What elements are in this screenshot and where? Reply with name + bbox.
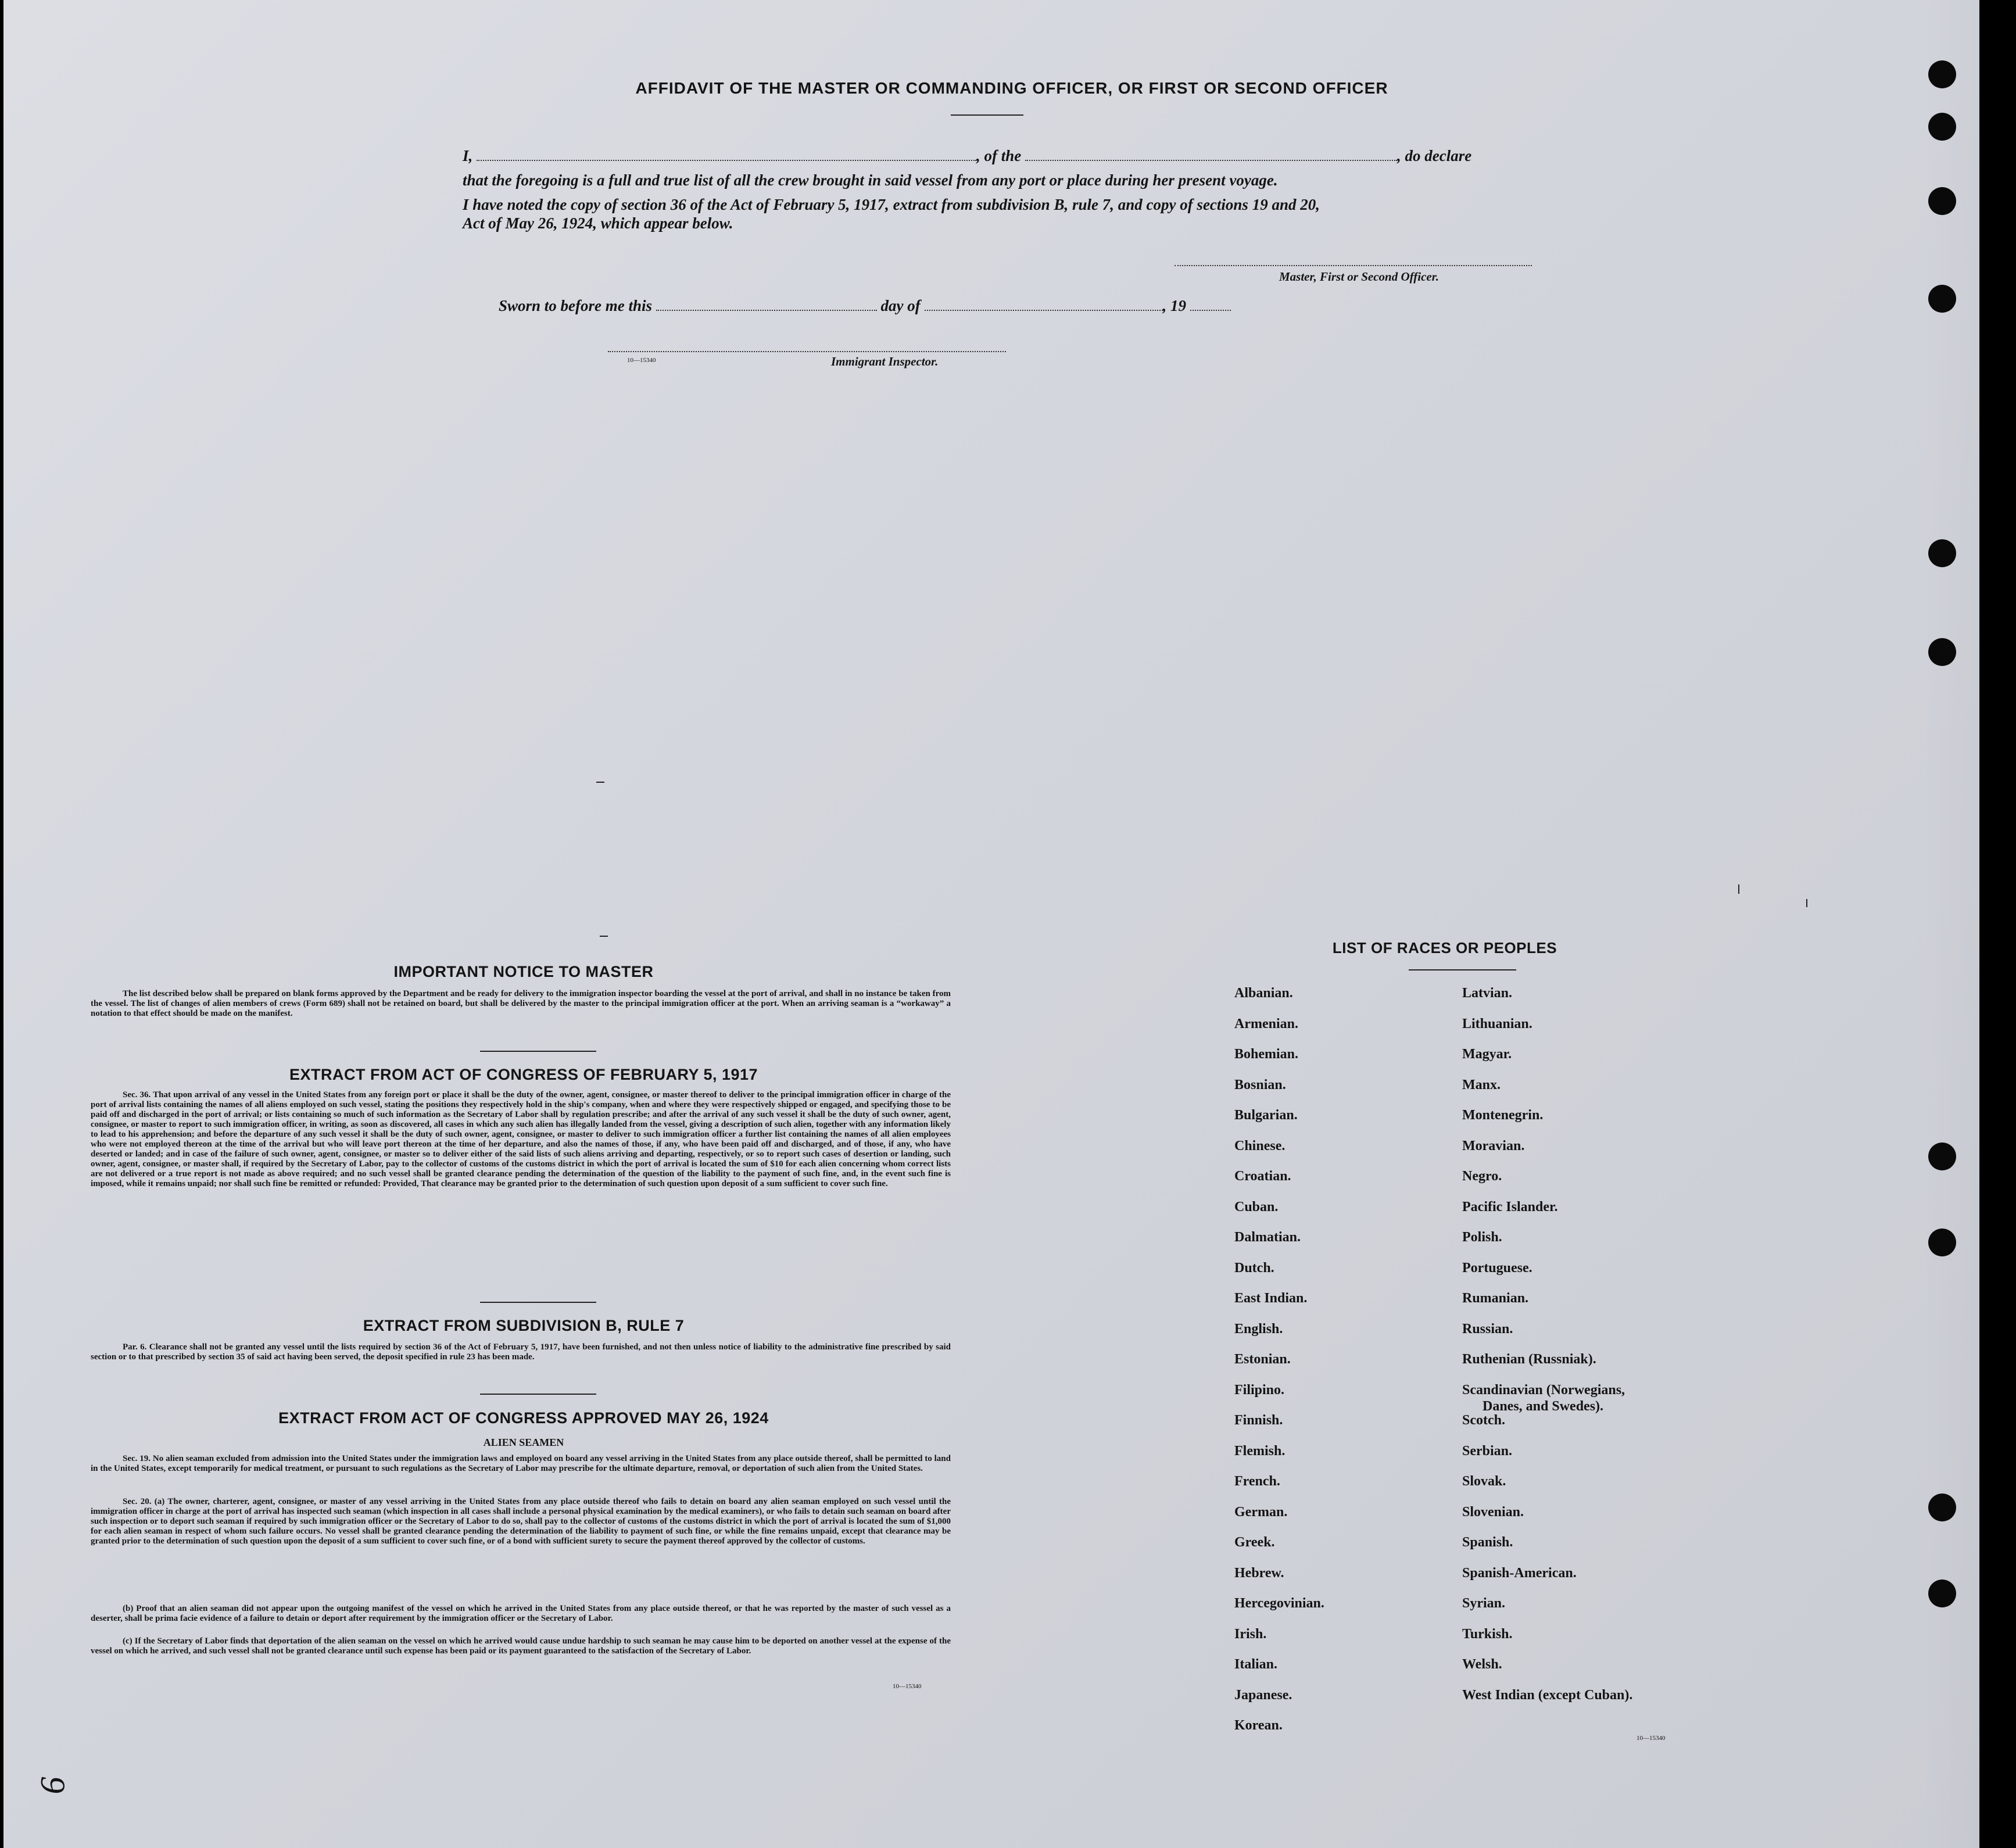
alien-seamen-subtitle: ALIEN SEAMEN bbox=[483, 1437, 564, 1448]
form-number: 10—15340 bbox=[1637, 1735, 1666, 1742]
race-item: Pacific Islander. bbox=[1462, 1199, 1558, 1215]
inspector-signature-label: Immigrant Inspector. bbox=[831, 354, 939, 368]
affidavit-line-4: Act of May 26, 1924, which appear below. bbox=[463, 214, 733, 232]
sec-20c-text: (c) If the Secretary of Labor finds that deportation of the alien seaman on the vessel on which he arrived would cause undue hardship to such seaman he may cause him to be deported on another vessel at the expense of the vessel on which he arrived, and such vessel shall not be granted clearance until such expense has been paid or its payment guaranteed to the satisfaction of the Secretary of Labor. bbox=[91, 1636, 951, 1656]
race-item: Hercegovinian. bbox=[1234, 1596, 1324, 1611]
race-item: Filipino. bbox=[1234, 1382, 1285, 1398]
race-item: Negro. bbox=[1462, 1169, 1502, 1184]
race-item: German. bbox=[1234, 1504, 1288, 1520]
race-item: Bosnian. bbox=[1234, 1077, 1286, 1093]
race-item: Scotch. bbox=[1462, 1413, 1505, 1428]
race-item: Bohemian. bbox=[1234, 1047, 1299, 1062]
race-item: Japanese. bbox=[1234, 1687, 1292, 1703]
race-item: Welsh. bbox=[1462, 1657, 1502, 1672]
race-item: Flemish. bbox=[1234, 1443, 1285, 1459]
race-item: Montenegrin. bbox=[1462, 1108, 1544, 1123]
race-item: Manx. bbox=[1462, 1077, 1501, 1093]
extract-1917-title: EXTRACT FROM ACT OF CONGRESS OF FEBRUARY 5, 1917 bbox=[289, 1066, 758, 1083]
race-item: Korean. bbox=[1234, 1718, 1283, 1733]
race-item: Dutch. bbox=[1234, 1260, 1274, 1276]
race-item: Magyar. bbox=[1462, 1047, 1512, 1062]
race-item: Armenian. bbox=[1234, 1016, 1298, 1032]
affidavit-line-2: that the foregoing is a full and true list of all the crew brought in said vessel from any port or place during her present voyage. bbox=[463, 171, 1278, 189]
extract-1917-text: Sec. 36. That upon arrival of any vessel in the United States from any foreign port or place it shall be the duty of the owner, agent, consignee, or master thereof to deliver to the principal immigration officer in charge of the port of arrival lists containing the names of all aliens employed on such vessel, stating the positions they respectively hold in the ship's company, when and where they were respectively shipped or engaged, and specifying those to be paid off and discharged in the port of arrival; or lists containing so much of such information as the Secretary of Labor shall by regulation prescribe; and after the arrival of any such vessel it shall be the duty of such owner, agent, consignee, or master to report to such immigration officer, in writing, as soon as discovered, all cases in which any such alien has illegally landed from the vessel, giving a description of such alien, together with any information likely to lead to his apprehension; and before the departure of any such vessel it shall be the duty of such owner, agent, consignee, or master to deliver to such immigration officer a further list containing the names of all alien employees who were not employed thereon at the time of the arrival but who will leave port thereon at the time of her departure, and also the names of those, if any, who have been paid off and discharged, and of those, if any, who have deserted or landed; and in case of the failure of such owner, agent, consignee, or master so to deliver either of the said lists of such aliens arriving and departing, respectively, or so to report such cases of desertion or landing, such owner, agent, consignee, or master shall, if required by the Secretary of Labor, pay to the collector of customs of the customs district in which the port of arrival is located the sum of $10 for each alien concerning whom correct lists are not delivered or a true report is not made as above required; and no such vessel shall be granted clearance pending the determination of the question of the liability to the payment of such fine, and, in the event such fine is imposed, while it remains unpaid; nor shall such fine be remitted or refunded: Provided, That clearance may be granted prior to the determination of such question upon deposit of a sum sufficient to cover such fine. bbox=[91, 1090, 951, 1188]
race-item: Serbian. bbox=[1462, 1443, 1513, 1459]
form-number: 10—15340 bbox=[627, 357, 656, 364]
sec-20a-text: Sec. 20. (a) The owner, charterer, agent, consignee, or master of any vessel arriving in the United States from any place outside thereof who fails to detain on board any alien seaman employed on such vessel until the immigration officer in charge at the port of arrival has inspected such seaman (which inspection in all cases shall include a personal physical examination by the medical examiners), or who fails to detain such seaman on board after such inspection or to deport such seaman if required by such immigration officer or the Secretary of Labor to do so, shall pay to the collector of customs of the customs district in which the port of arrival is located the sum of $1,000 for each alien seaman in respect of whom such failure occurs. No vessel shall be granted clearance pending the determination of the liability to payment of such fine, or while the fine remains unpaid, except that clearance may be granted prior to the determination of such question upon the deposit of a sum sufficient to cover such fine, or of a bond with sufficient surety to secure the payment thereof approved by the collector of customs. bbox=[91, 1497, 951, 1546]
race-item: Cuban. bbox=[1234, 1199, 1279, 1215]
sec-20b-text: (b) Proof that an alien seaman did not appear upon the outgoing manifest of the vessel on which he arrived in the United States from any place outside thereof, or that he was reported by the master of such vessel as a deserter, shall be prima facie evidence of a failure to detain or deport after requirement by the immigration officer or the Secretary of Labor. bbox=[91, 1604, 951, 1623]
sworn-label: Sworn to before me this bbox=[499, 297, 653, 314]
race-item: East Indian. bbox=[1234, 1291, 1308, 1306]
race-item: Bulgarian. bbox=[1234, 1108, 1298, 1123]
handwritten-page-number: 6 bbox=[33, 1777, 72, 1795]
race-item: Finnish. bbox=[1234, 1413, 1283, 1428]
notice-text: The list described below shall be prepared on blank forms approved by the Department and be ready for delivery to the immigration inspector boarding the vessel at the port of arrival, and shall in no instance be taken from the vessel. The list of changes of alien members of crews (Form 689) shall not be retained on board, but shall be delivered by the master to the principal immigration officer at the port. When an arriving seaman is a “workaway” a notation to that effect should be made on the manifest. bbox=[91, 989, 951, 1018]
race-item: Scandinavian (Norwegians, bbox=[1462, 1382, 1625, 1398]
race-item: Irish. bbox=[1234, 1626, 1267, 1642]
race-item: Italian. bbox=[1234, 1657, 1278, 1672]
sworn-day-of: day of bbox=[880, 297, 921, 314]
race-item: Slovenian. bbox=[1462, 1504, 1524, 1520]
extract-1924-title: EXTRACT FROM ACT OF CONGRESS APPROVED MAY 26, 1924 bbox=[278, 1409, 769, 1427]
race-item: Spanish-American. bbox=[1462, 1565, 1577, 1581]
race-item: Latvian. bbox=[1462, 986, 1513, 1001]
races-title: LIST OF RACES OR PEOPLES bbox=[1332, 939, 1557, 957]
master-signature-label: Master, First or Second Officer. bbox=[1279, 270, 1439, 284]
race-item: Spanish. bbox=[1462, 1535, 1513, 1550]
sworn-year: , 19 bbox=[1162, 297, 1187, 314]
race-item: Slovak. bbox=[1462, 1474, 1506, 1489]
race-item: English. bbox=[1234, 1321, 1283, 1337]
race-item: Dalmatian. bbox=[1234, 1230, 1301, 1245]
race-item: West Indian (except Cuban). bbox=[1462, 1687, 1633, 1703]
extract-rule7-title: EXTRACT FROM SUBDIVISION B, RULE 7 bbox=[363, 1317, 685, 1334]
race-item: Estonian. bbox=[1234, 1352, 1291, 1367]
sec-19-text: Sec. 19. No alien seaman excluded from admission into the United States under the immigration laws and employed on board any vessel arriving in the United States from any place outside thereof, shall be permitted to land in the United States, except temporarily for medical treatment, or pursuant to such regulations as the Secretary of Labor may prescribe for the ultimate departure, removal, or deportation of such alien from the United States. bbox=[91, 1454, 951, 1473]
race-item: Polish. bbox=[1462, 1230, 1502, 1245]
document-page bbox=[3, 0, 1979, 1848]
affidavit-declare: , do declare bbox=[1397, 147, 1472, 164]
race-item: Albanian. bbox=[1234, 986, 1293, 1001]
affidavit-of-the: , of the bbox=[976, 147, 1022, 164]
race-item: Ruthenian (Russniak). bbox=[1462, 1352, 1596, 1367]
race-item: Greek. bbox=[1234, 1535, 1275, 1550]
race-item: Danes, and Swedes). bbox=[1483, 1398, 1604, 1414]
race-item: Rumanian. bbox=[1462, 1291, 1529, 1306]
race-item: Lithuanian. bbox=[1462, 1016, 1532, 1032]
notice-title: IMPORTANT NOTICE TO MASTER bbox=[393, 963, 654, 980]
affidavit-line-3: I have noted the copy of section 36 of the Act of February 5, 1917, extract from subdivision B, rule 7, and copy of sections 19 and 20, bbox=[463, 196, 1320, 213]
race-item: Croatian. bbox=[1234, 1169, 1291, 1184]
race-item: French. bbox=[1234, 1474, 1280, 1489]
race-item: Hebrew. bbox=[1234, 1565, 1284, 1581]
race-item: Turkish. bbox=[1462, 1626, 1513, 1642]
extract-rule7-text: Par. 6. Clearance shall not be granted any vessel until the lists required by section 36 of the Act of February 5, 1917, have been furnished, and not then unless notice of liability to the administrative fine prescribed by said section or to that prescribed by section 35 of said act having been served, the deposit specified in rule 23 has been made. bbox=[91, 1342, 951, 1362]
affidavit-title: AFFIDAVIT OF THE MASTER OR COMMANDING OFFICER, OR FIRST OR SECOND OFFICER bbox=[635, 79, 1388, 97]
affidavit-i: I, bbox=[463, 147, 473, 164]
form-number: 10—15340 bbox=[893, 1683, 922, 1690]
races-list bbox=[3, 0, 1979, 1848]
race-item: Russian. bbox=[1462, 1321, 1513, 1337]
race-item: Moravian. bbox=[1462, 1138, 1525, 1154]
race-item: Chinese. bbox=[1234, 1138, 1285, 1154]
race-item: Syrian. bbox=[1462, 1596, 1506, 1611]
race-item: Portuguese. bbox=[1462, 1260, 1532, 1276]
